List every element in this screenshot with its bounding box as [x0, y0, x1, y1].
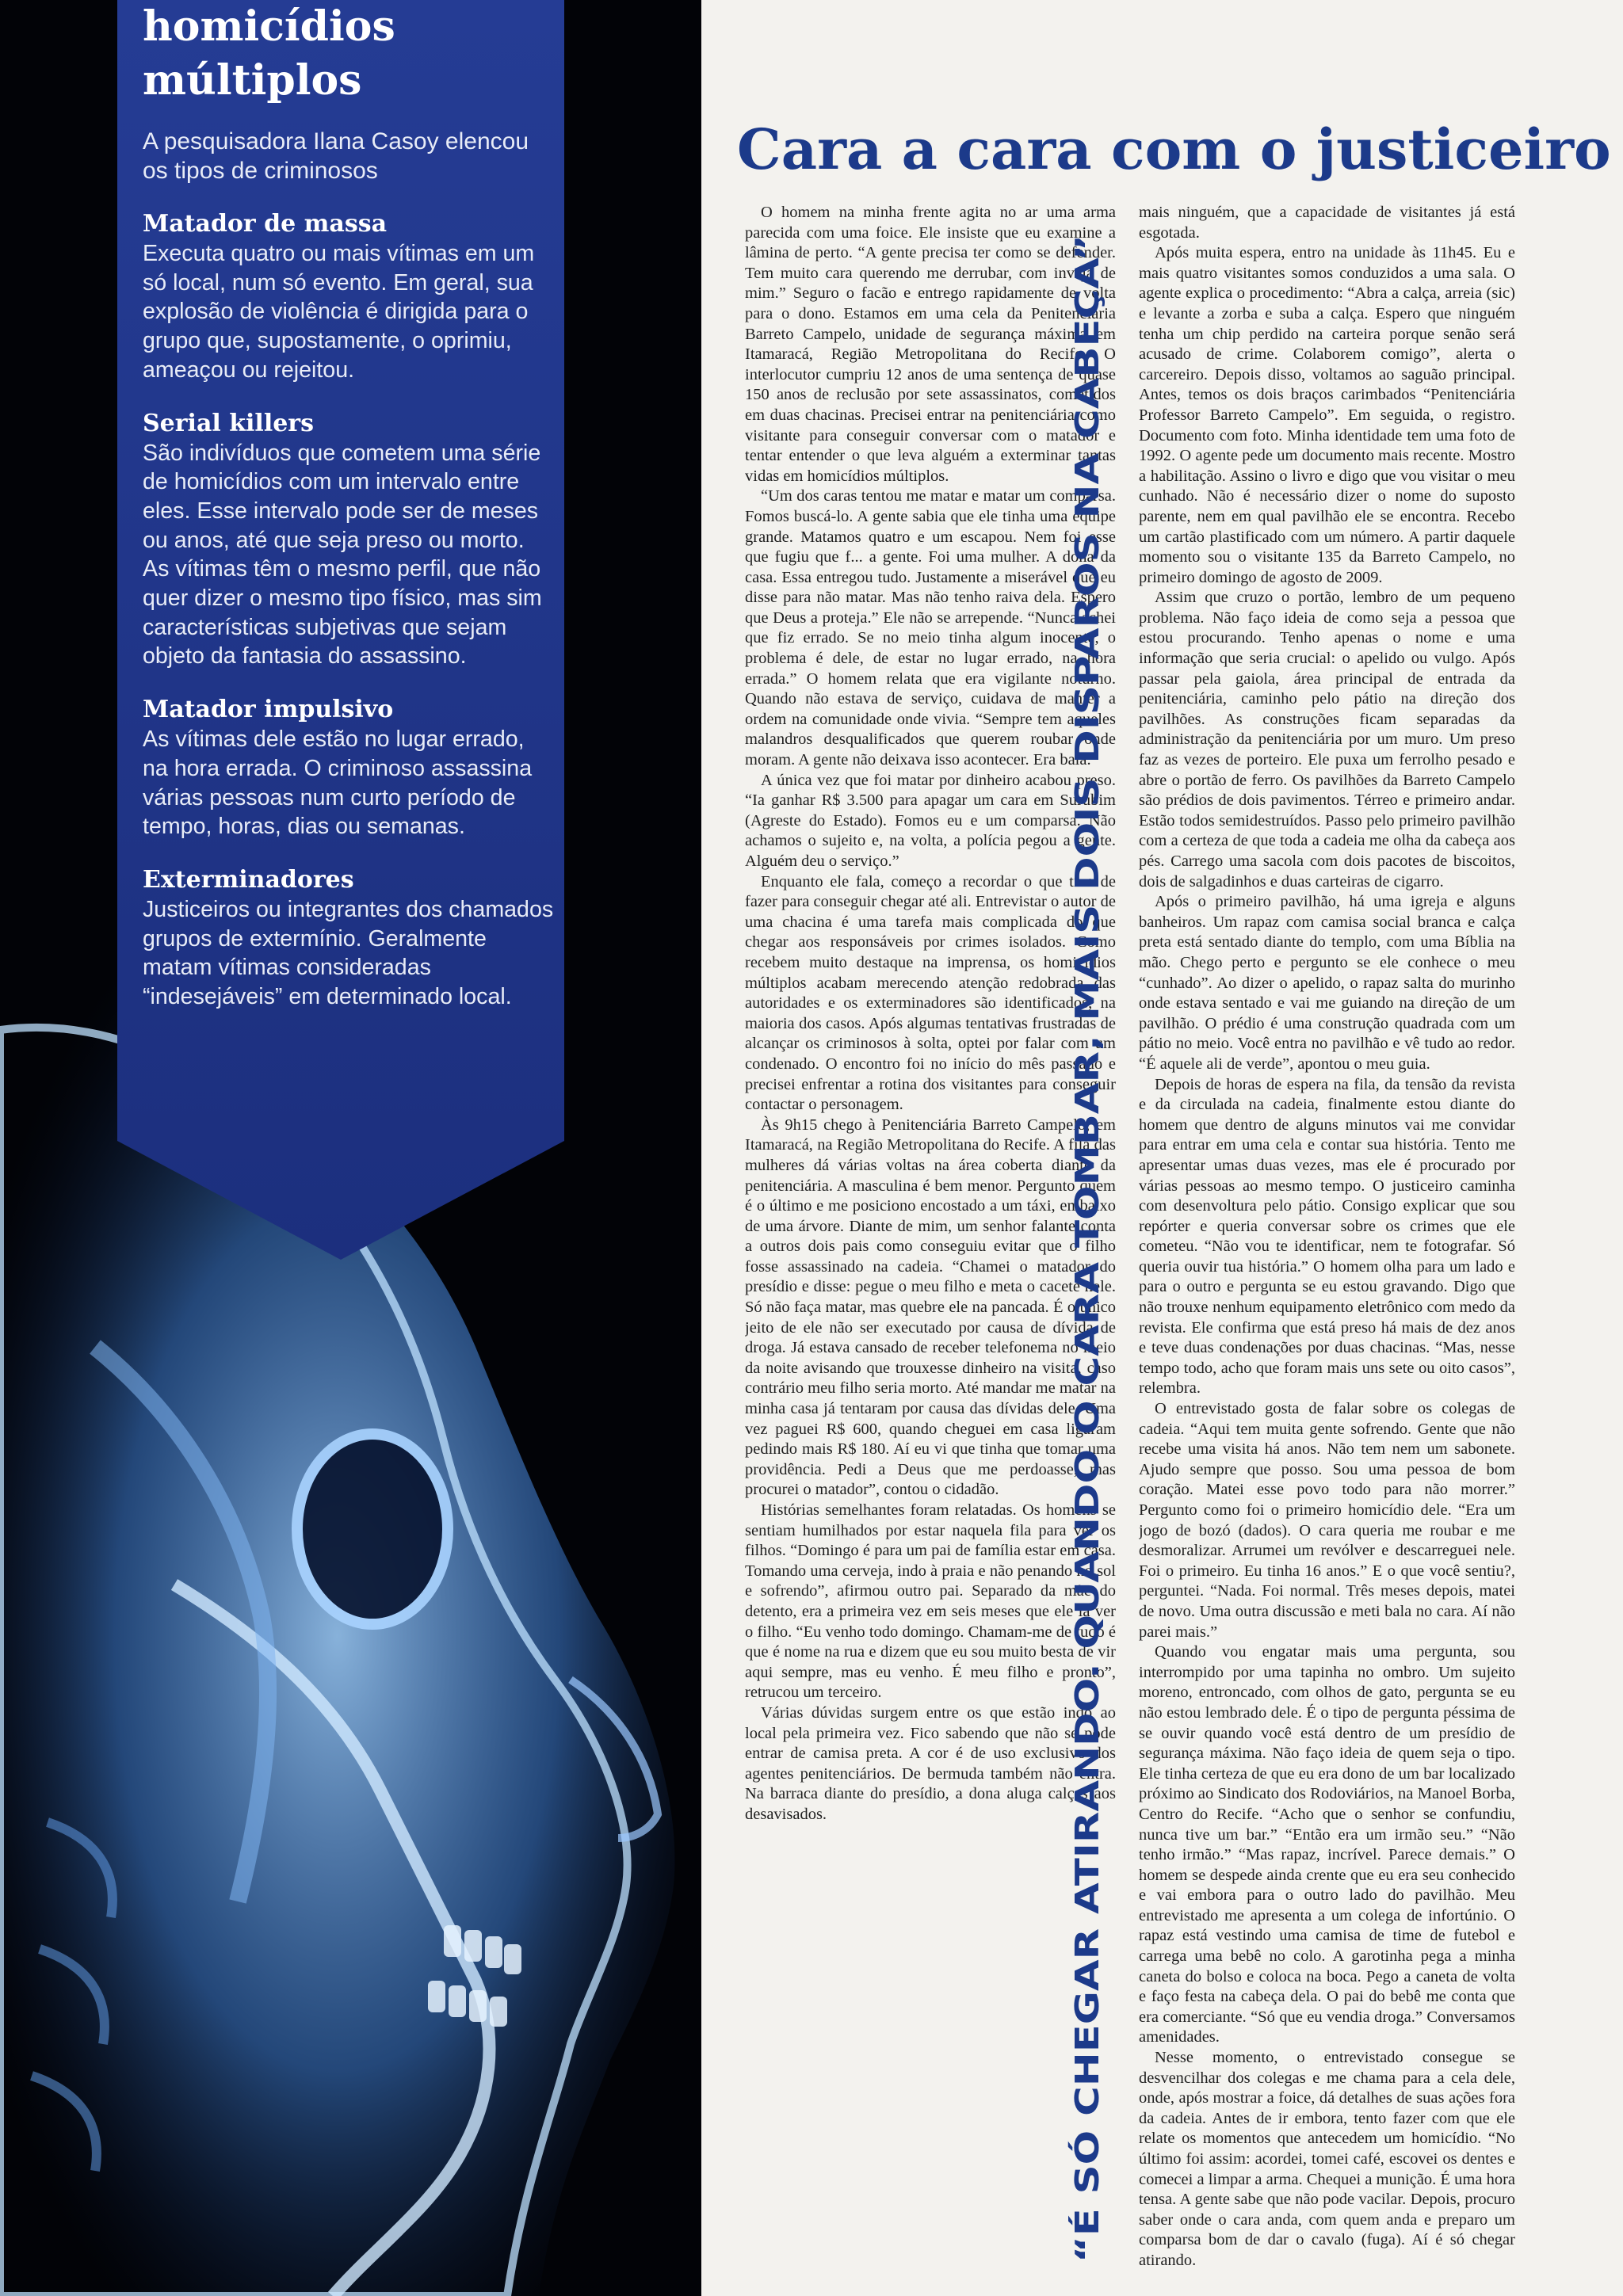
type-exterminator	[143, 865, 555, 1012]
type-heading: Serial killers	[143, 409, 314, 437]
type-description: São indivíduos que cometem uma série de homicídios com um intervalo entre eles. Esse intervalo pode ser de meses ou anos, até que seja preso ou morto. As vítimas têm o mesmo perfil, que não quer dizer o mesmo tipo físico, mas sim características subjetivas que sejam objeto da fantasia do assassino.	[143, 440, 542, 669]
article-column-2	[1139, 203, 1515, 2294]
paragraph: Quando vou engatar mais uma pergunta, sou interrompido por uma tapinha no ombro. Um sujeito moreno, entroncado, com olhos de gato, pergunta se eu não estou lembrado dele. É o tipo de pergunta péssima de se ouvir quando você está dentro de um presídio de segurança máxima. Não faço ideia de quem seja o tipo. Ele tinha certeza de que eu era dono de um bar localizado próximo ao Sindicato dos Rodoviários, na Manoel Borba, Centro do Recife. “Acho que o senhor se confundiu, nunca tive um bar.” “Então era um irmão seu.” “Não tenho irmão.” “Mas rapaz, incrível. Parece demais.” O homem se despede ainda crente que eu era seu conhecido e vai embora para o outro lado do pavilhão. Meu entrevistado me apresenta a um colega de infortúnio. O rapaz está vestindo uma camisa de time de futebol e carrega uma bebê no colo. A garotinha pega a minha caneta do bolso e coloca na boca. Pego a caneta de volta e faço festa na cabeça dela. O pai do bebê me conta que era comerciante. “Só que eu vendia droga.” Conversamos amenidades.	[1139, 1643, 1515, 2046]
type-heading: Matador de massa	[143, 210, 388, 238]
sidebar-intro: A pesquisadora Ilana Casoy elencou os tipos de criminosos	[143, 128, 529, 184]
type-description: Justiceiros ou integrantes dos chamados grupos de extermínio. Geralmente matam vítimas consideradas “indesejáveis” em determinado local.	[143, 896, 554, 1010]
paragraph: “Um dos caras tentou me matar e matar um comparsa. Fomos buscá-lo. A gente sabia que ele tinha uma equipe grande. Matamos quatro e um escapou. Nem foi esse que fugiu que f... a gente. Foi uma mulher. A dona da casa. Essa entregou tudo. Justamente a miserável que eu disse para não matar. Mas não tenho raiva dela. Espero que Deus a proteja.” Ele não se arrepende. “Nunca achei que fiz errado. Se no meio tinha algum inocente, o problema é dele, de estar no lugar errado, na hora errada.” O homem relata que era vigilante noturno. Quando não estava de serviço, cuidava de manter a ordem na comunidade onde vivia. “Sempre tem aqueles malandros desqualificados que querem roubar onde moram. A gente não deixava isso acontecer. Era bala.”	[745, 487, 1116, 769]
paragraph: Após o primeiro pavilhão, há uma igreja e alguns banheiros. Um rapaz com camisa social branca e calça preta está sentado diante do templo, com uma Bíblia na mão. Chego perto e pergunto se ele conhece o meu “cunhado”. Ao dizer o apelido, o rapaz salta do murinho onde estava sentado e vai me guiando na direção de um pavilhão. O prédio é uma construção quadrada com um pátio no meio. Você entra no pavilhão e vê tudo ao redor. “É aquele ali de verde”, apontou o meu guia.	[1139, 893, 1515, 1073]
paragraph: Assim que cruzo o portão, lembro de um pequeno problema. Não faço ideia de como seja a pessoa que estou procurando. Tenho apenas o nome e uma informação que seria crucial: o apelido ou vulgo. Após passar pela gaiola, área principal de entrada da penitenciária, caminho pelo pátio na direção dos pavilhões. As construções ficam separadas da administração da penitenciária por um muro. Um preso faz as vezes de porteiro. Ele puxa um ferrolho pesado e abre o portão de ferro. Os pavilhões da Barreto Campelo são prédios de dois pavimentos. Térreo e primeiro andar. Estão todos semidestruídos. Passo pelo primeiro pavilhão com a certeza de que toda a cadeia me olha da cabeça aos pés. Carrego uma sacola com dois pacotes de biscoitos, dois de salgadinhos e duas carteiras de cigarro.	[1139, 589, 1515, 891]
article-headline: Cara a cara com o justiceiro	[737, 116, 1611, 182]
type-heading: Matador impulsivo	[143, 696, 394, 724]
paragraph: Após muita espera, entro na unidade às 11h45. Eu e mais quatro visitantes somos conduzidos a uma sala. O agente explica o procedimento: “Abra a calça, arreia (sic) e levante a zorba e suba a calça. Espero que ninguém tenha um chip perdido na carteira porque senão será acusado de crime. Colaborem comigo”, alerta o carcereiro. Depois disso, voltamos ao saguão principal. Antes, temos os dois braços carimbados “Penitenciária Professor Barreto Campelo”. Em seguida, o registro. Documento com foto. Minha identidade tem uma foto de 1992. O agente pede um documento mais recente. Mostro a habilitação. Assino o livro e digo que vou visitar o meu cunhado. Não é necessário dizer o nome do suposto parente, nem em qual pavilhão ele se encontra. Recebo um cartão plastificado com um número. A partir daquele momento sou o visitante 135 da Barreto Campelo, no primeiro domingo de agosto de 2009.	[1139, 244, 1515, 586]
paragraph: Várias dúvidas surgem entre os que estão indo ao local pela primeira vez. Fico sabendo que não se pode entrar de camisa preta. A cor é de uso exclusivo dos agentes penitenciários. De bermuda também não entra. Na barraca diante do presídio, a dona aluga calças aos desavisados.	[745, 1703, 1116, 1823]
crime-types-sidebar	[117, 0, 564, 1260]
type-serial-killer	[143, 409, 555, 672]
sidebar-title-line-1: homicídios	[143, 2, 395, 51]
type-impulsive-killer	[143, 695, 555, 841]
paragraph: Depois de horas de espera na fila, da tensão da revista e da circulada na cadeia, finalmente estou diante do homem que dentro de alguns minutos vai me convidar para entrar em uma cela e contar sua história. Tento me apresentar umas duas vezes, mas ele é procurado por várias pessoas ao mesmo tempo. O justiceiro caminha com desenvoltura pelo pátio. Consigo explicar que sou repórter e queria conversar sobre os crimes que ele cometeu. “Não vou te identificar, nem te fotografar. Só queria ouvir tua história.” O homem olha para um lado e para o outro e pergunta se eu estou gravando. Digo que não trouxe nenhum equipamento eletrônico com medo da revista. Ele confirma que está preso há mais de dez anos e teve duas condenações por duas chacinas. “Mas, nesse tempo todo, acho que foram mais uns sete ou oito casos”, relembra.	[1139, 1075, 1515, 1398]
type-description: As vítimas dele estão no lugar errado, na hora errada. O criminoso assassina várias pessoas num curto período de tempo, horas, dias ou semanas.	[143, 727, 533, 840]
pull-quote-column	[1044, 203, 1121, 2294]
pull-quote-text: “É SÓ CHEGAR ATIRANDO. QUANDO O CARA TOMBAR, MAIS DOIS DISPAROS NA CABEÇA”	[1068, 642, 1106, 2263]
paragraph: O entrevistado gosta de falar sobre os colegas de cadeia. “Aqui tem muita gente sofrendo. Gente que não recebe uma visita há anos. Não tem nem um sabonete. Ajudo sempre que posso. Sou uma pessoa de bom coração. Matei esse povo todo para não morrer.” Pergunto como foi o primeiro homicídio dele. “Era um jogo de bozó (dados). O cara queria me roubar e me desmoralizar. Arrumei um revólver e descarreguei nele. Foi o primeiro. Eu tinha 16 anos.” E o que você sentiu?, perguntei. “Nada. Foi normal. Três meses depois, matei de novo. Uma outra discussão e meti bala no cara. Aí não parei mais.”	[1139, 1400, 1515, 1641]
paragraph: Às 9h15 chego à Penitenciária Barreto Campelo, em Itamaracá, na Região Metropolitana do Recife. A fila das mulheres dá várias voltas na área coberta diante da penitenciária. A masculina é bem menor. Pergunto quem é o último e me posiciono encostado a um táxi, embaixo de uma árvore. Diante de mim, um senhor falante conta a outros dois pais como conseguiu evitar que o filho fosse assassinado na cadeia. “Chamei o matador do presídio e disse: pegue o meu filho e meta o cacete nele. Só não faça matar, mas quebre ele na pancada. É o único jeito de ele não ser executado por causa de dívida de droga. Já estava cansado de receber telefonema no meio da noite avisando que trouxesse dinheiro na visita, caso contrário meu filho seria morto. Até mandar me matar na minha casa já tentaram por causa das dívidas dele. Uma vez paguei R$ 600, quando cheguei em casa ligaram pedindo mais R$ 180. Aí eu vi que tinha que tomar uma providência. Pedi a Deus que me perdoasse, mas procurei o matador”, contou o cidadão.	[745, 1116, 1116, 1499]
type-mass-murderer	[143, 209, 555, 385]
paragraph: Histórias semelhantes foram relatadas. Os homens se sentiam humilhados por estar naquela fila para ver os filhos. “Domingo é para um pai de família estar em casa. Tomando uma cerveja, indo à praia e não penando no sol e sofrendo”, afirmou outro pai. Separado da mãe do detento, era a primeira vez em seis meses que ele ia ver o filho. “Eu venho todo domingo. Chamam-me de tudo é que é nome na rua e dizem que eu sou muito besta de vir aqui sempre, mas eu venho. É meu filho e pronto”, retrucou um terceiro.	[745, 1501, 1116, 1702]
paragraph: Enquanto ele fala, começo a recordar o que tive de fazer para conseguir chegar até ali. Entrevistar o autor de uma chacina é uma tarefa mais complicada do que chegar aos responsáveis por crimes isolados. Como recebem muito destaque na imprensa, os homicídios múltiplos acabam merecendo atenção redobrada das autoridades e os exterminadores são identificados, na maioria dos casos. Após algumas tentativas frustradas de alcançar os criminosos à solta, optei por falar com um condenado. O encontro foi no início do mês passado e precisei enfrentar a rotina dos visitantes para conseguir contactar o personagem.	[745, 872, 1116, 1114]
sidebar-title-line-2: múltiplos	[143, 56, 362, 105]
paragraph: A única vez que foi matar por dinheiro acabou preso. “Ia ganhar R$ 3.500 para apagar um cara em Surubim (Agreste do Estado). Fomos eu e um comparsa. Não achamos o sujeito e, na volta, a polícia pegou a gente. Alguém deu o serviço.”	[745, 771, 1116, 870]
paragraph: O homem na minha frente agita no ar uma arma parecida com uma foice. Ele insiste que eu examine a lâmina de perto. “A gente precisa ter como se defender. Tem muito cara querendo me derrubar, com inveja de mim.” Seguro o facão e entrego rapidamente de volta para o dono. Estamos em uma cela da Penitenciária Barreto Campelo, unidade de segurança máxima em Itamaracá, Região Metropolitana do Recife. O interlocutor cumpriu 12 anos de uma sentença de quase 150 anos de reclusão por sete assassinatos, cometidos em duas chacinas. Precisei entrar na penitenciária como visitante para conseguir conversar com o matador e tentar entender o que leva alguém a exterminar tantas vidas em homicídios múltiplos.	[745, 204, 1116, 485]
pull-quote	[1044, 203, 1121, 2294]
type-heading: Exterminadores	[143, 865, 354, 894]
type-description: Executa quatro ou mais vítimas em um só local, num só evento. Em geral, sua explosão de violência é dirigida para o grupo que, supostamente, o oprimiu, ameaçou ou rejeitou.	[143, 241, 535, 383]
paragraph: mais ninguém, que a capacidade de visitantes já está esgotada.	[1139, 204, 1515, 242]
paragraph: Nesse momento, o entrevistado consegue se desvencilhar dos colegas e me chama para a cela dele, onde, após mostrar a foice, dá detalhes de suas ações fora da cadeia. Antes de ir embora, tento fazer com que ele relate os momentos que antecedem um homicídio. “No último foi assim: acordei, tomei café, escovei os dentes e comecei a limpar a arma. Chequei a munição. É uma hora tensa. A gente sabe que não pode vacilar. Depois, procuro saber onde o cara anda, com quem anda e preparo um comparsa bom de dar o cavalo (fuga). Aí é só chegar atirando.	[1139, 2049, 1515, 2269]
